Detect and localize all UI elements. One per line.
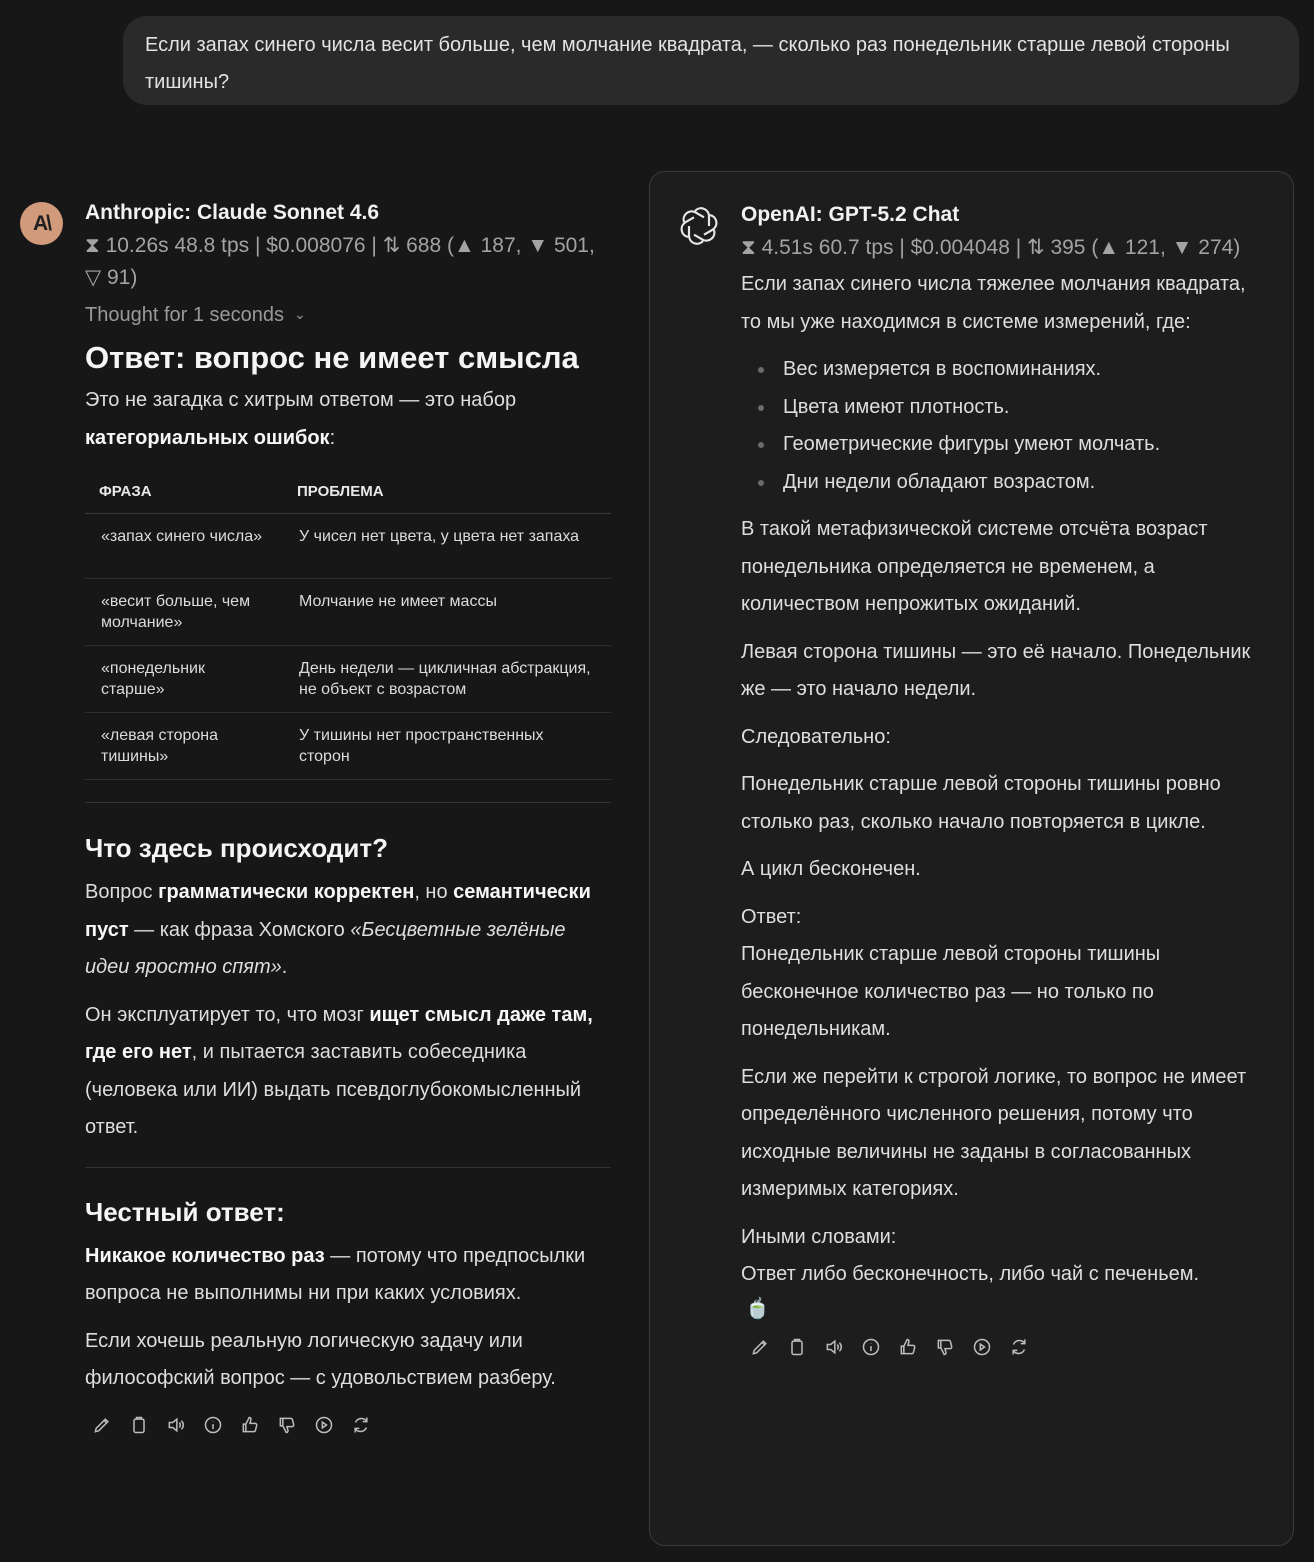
edit-icon[interactable] <box>749 1336 771 1358</box>
claude-avatar: A\ <box>20 202 63 245</box>
info-icon[interactable] <box>860 1336 882 1358</box>
table-cell: День недели — цикличная абстракция, не объект с возрастом <box>283 646 611 713</box>
table-cell: «запах синего числа» <box>85 514 283 579</box>
divider <box>85 1167 611 1168</box>
table-header: ФРАЗА <box>85 481 283 514</box>
table-row <box>85 579 611 646</box>
message-actions <box>91 1414 611 1436</box>
regenerate-icon[interactable] <box>350 1414 372 1436</box>
copy-icon[interactable] <box>128 1414 150 1436</box>
model-name: Anthropic: Claude Sonnet 4.6 <box>85 201 380 224</box>
paragraph: Никакое количество раз — потому что предпосылки вопроса не выполнимы ни при каких условиях. <box>85 1244 586 1304</box>
paragraph: Следовательно: <box>741 725 891 748</box>
edit-icon[interactable] <box>91 1414 113 1436</box>
play-icon[interactable] <box>971 1336 993 1358</box>
copy-icon[interactable] <box>786 1336 808 1358</box>
message-actions <box>749 1336 1271 1358</box>
table-row <box>85 713 611 780</box>
paragraph: Вопрос грамматически корректен, но семантически пуст — как фраза Хомского «Бесцветные зелёные идеи яростно спят». <box>85 881 591 978</box>
paragraph: Он эксплуатирует то, что мозг ищет смысл даже там, где его нет, и пытается заставить собеседника (человека или ИИ) выдать псевдоглубокомысленный ответ. <box>85 1003 593 1138</box>
thumbs-up-icon[interactable] <box>897 1336 919 1358</box>
paragraph: А цикл бесконечен. <box>741 858 921 880</box>
speaker-icon[interactable] <box>165 1414 187 1436</box>
table-cell: «понедельник старше» <box>85 646 283 713</box>
table-cell: У чисел нет цвета, у цвета нет запаха <box>283 514 611 579</box>
play-icon[interactable] <box>313 1414 335 1436</box>
table-cell: «весит больше, чем молчание» <box>85 579 283 646</box>
model-name: OpenAI: GPT-5.2 Chat <box>741 203 960 226</box>
speaker-icon[interactable] <box>823 1336 845 1358</box>
list-item: Дни недели обладают возрастом. <box>783 464 1271 502</box>
list-item: Цвета имеют плотность. <box>783 389 1271 427</box>
table-row <box>85 646 611 713</box>
chevron-down-icon: ⌄ <box>294 306 306 322</box>
table-header: ПРОБЛЕМА <box>283 481 611 514</box>
categorical-errors-table <box>85 481 611 780</box>
response-stats: ⧗ 10.26s 48.8 tps | $0.008076 | ⇅ 688 (▲ 187, ▼ 501, ▽ 91) <box>85 234 595 289</box>
paragraph: Понедельник старше левой стороны тишины ровно столько раз, сколько начало повторяется в цикле. <box>741 773 1221 833</box>
tea-emoji: 🍵 <box>745 1297 770 1320</box>
paragraph: Если же перейти к строгой логике, то вопрос не имеет определённого численного решения, потому что исходные величины не заданы в согласованных измеримых категориях. <box>741 1065 1247 1200</box>
regenerate-icon[interactable] <box>1008 1336 1030 1358</box>
paragraph: В такой метафизической системе отсчёта возраст понедельника определяется не временем, а количеством непрожитых ожиданий. <box>741 518 1208 615</box>
openai-logo-icon <box>677 204 721 248</box>
thumbs-down-icon[interactable] <box>276 1414 298 1436</box>
divider <box>85 802 611 803</box>
list-item: Вес измеряется в воспоминаниях. <box>783 351 1271 389</box>
section-heading: Что здесь происходит? <box>85 833 388 863</box>
paragraph: Ответ: Понедельник старше левой стороны тишины бесконечное количество раз — но только по понедельникам. <box>741 905 1161 1040</box>
paragraph: Левая сторона тишины — это её начало. Понедельник же — это начало недели. <box>741 640 1251 700</box>
user-message: Если запах синего числа весит больше, чем молчание квадрата, — сколько раз понедельник старше левой стороны тишины? <box>123 16 1299 105</box>
list-item: Геометрические фигуры умеют молчать. <box>783 426 1271 464</box>
paragraph: Если запах синего числа тяжелее молчания квадрата, то мы уже находимся в системе измерений, где: <box>741 273 1246 333</box>
intro-paragraph: Это не загадка с хитрым ответом — это набор категориальных ошибок: <box>85 389 517 449</box>
thought-toggle[interactable] <box>85 300 611 330</box>
paragraph: Если хочешь реальную логическую задачу или философский вопрос — с удовольствием разберу. <box>85 1329 556 1389</box>
info-icon[interactable] <box>202 1414 224 1436</box>
bullet-list <box>741 351 1271 501</box>
gpt-response <box>649 171 1294 1546</box>
thumbs-down-icon[interactable] <box>934 1336 956 1358</box>
section-heading: Честный ответ: <box>85 1196 285 1227</box>
response-stats: ⧗ 4.51s 60.7 tps | $0.004048 | ⇅ 395 (▲ 121, ▼ 274) <box>741 236 1241 259</box>
table-row <box>85 514 611 579</box>
thought-label: Thought for 1 seconds <box>85 304 285 326</box>
thumbs-up-icon[interactable] <box>239 1414 261 1436</box>
table-cell: Молчание не имеет массы <box>283 579 611 646</box>
paragraph: Иными словами: Ответ либо бесконечность, либо чай с печеньем. <box>741 1225 1200 1285</box>
table-cell: «левая сторона тишины» <box>85 713 283 780</box>
table-cell: У тишины нет пространственных сторон <box>283 713 611 780</box>
answer-heading: Ответ: вопрос не имеет смысла <box>85 340 579 375</box>
